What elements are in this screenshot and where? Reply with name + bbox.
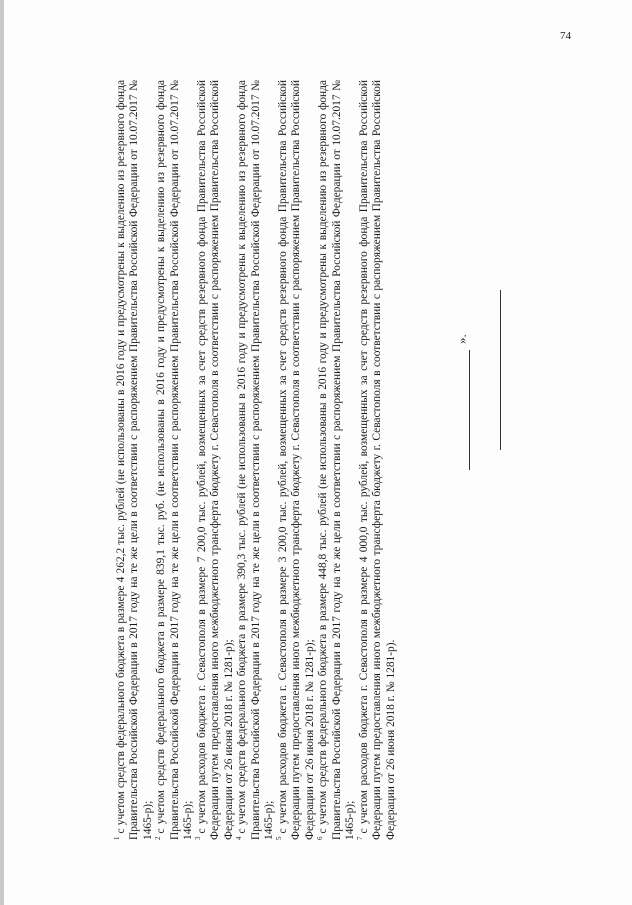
footnote-6: [317, 80, 357, 840]
closing-quote: ».: [454, 334, 469, 344]
footnote-4: [236, 80, 276, 840]
footnote-1: [115, 80, 155, 840]
footnote-text: с учетом средств федерального бюджета в размере 4 262,2 тыс. рублей (не использованы в 2016 году и предусмотрены к выделению из резервного фонда Правительства Российской Федерации в 2017 году на те же цели в соответствии с распоряжением Правительства Российской Федерации от 10.07.2017 № 1465-р);: [115, 80, 154, 840]
footnote-text: с учетом расходов бюджета г. Севастополя в размере 4 000,0 тыс. рублей, возмещенных за счет средств резервного фонда Правительства Российской Федерации путем предоставления иного межбюджетного трансферта бюджету г. Севастополя в соответствии с распоряжением Правительства Российской Федерации от 26 июня 2018 г. № 1281-р).: [357, 80, 397, 840]
footnote-text: с учетом расходов бюджета г. Севастополя в размере 3 200,0 тыс. рублей, возмещенных за счет средств резервного фонда Правительства Российской Федерации путем предоставления иного межбюджетного трансферта бюджету г. Севастополя в соответствии с распоряжением Правительства Российской Федерации от 26 июня 2018 г. № 1281-р);: [276, 80, 316, 840]
closing-block: [455, 250, 470, 470]
footnote-mark: 7: [356, 836, 365, 840]
footnote-mark: 1: [113, 836, 122, 840]
footnote-mark: 3: [194, 836, 203, 840]
rotated-footnotes-block: [115, 80, 515, 840]
horizontal-rule: [500, 290, 501, 450]
footnote-text: с учетом средств федерального бюджета в размере 448,8 тыс. рублей (не использованы в 2016 году и предусмотрены к выделению из резервного фонда Правительства Российской Федерации в 2017 году на те же цели в соответствии с распоряжением Правительства Российской Федерации от 10.07.2017 № 1465-р);: [317, 80, 357, 840]
footnote-text: с учетом средств федерального бюджета в размере 839,1 тыс. руб. (не использованы в 2016 году и предусмотрены к выделению из резервного фонда Правительства Российской Федерации в 2017 году на те же цели в соответствии с распоряжением Правительства Российской Федерации от 10.07.2017 № 1465-р);: [155, 80, 195, 840]
page-number: 74: [560, 30, 571, 42]
scan-left-edge: [0, 0, 4, 905]
footnote-mark: 6: [315, 836, 324, 840]
footnote-2: [155, 80, 195, 840]
footnote-mark: 5: [275, 836, 284, 840]
footnote-5: [277, 80, 317, 840]
footnote-mark: 4: [234, 836, 243, 840]
signature-line: [468, 350, 470, 470]
footnote-text: с учетом расходов бюджета г. Севастополя в размере 7 200,0 тыс. рублей, возмещенных за счет средств резервного фонда Правительства Российской Федерации путем предоставления иного межбюджетного трансферта бюджету г. Севастополя в соответствии с распоряжением Правительства Российской Федерации от 26 июня 2018 г. № 1281-р);: [195, 80, 235, 840]
footnote-3: [196, 80, 236, 840]
footnote-text: с учетом средств федерального бюджета в размере 390,3 тыс. рублей (не использованы в 2016 году и предусмотрены к выделению из резервного фонда Правительства Российской Федерации в 2017 году на те же цели в соответствии с распоряжением Правительства Российской Федерации от 10.07.2017 № 1465-р);: [236, 80, 276, 840]
footnote-7: [358, 80, 398, 840]
footnote-mark: 2: [153, 836, 162, 840]
